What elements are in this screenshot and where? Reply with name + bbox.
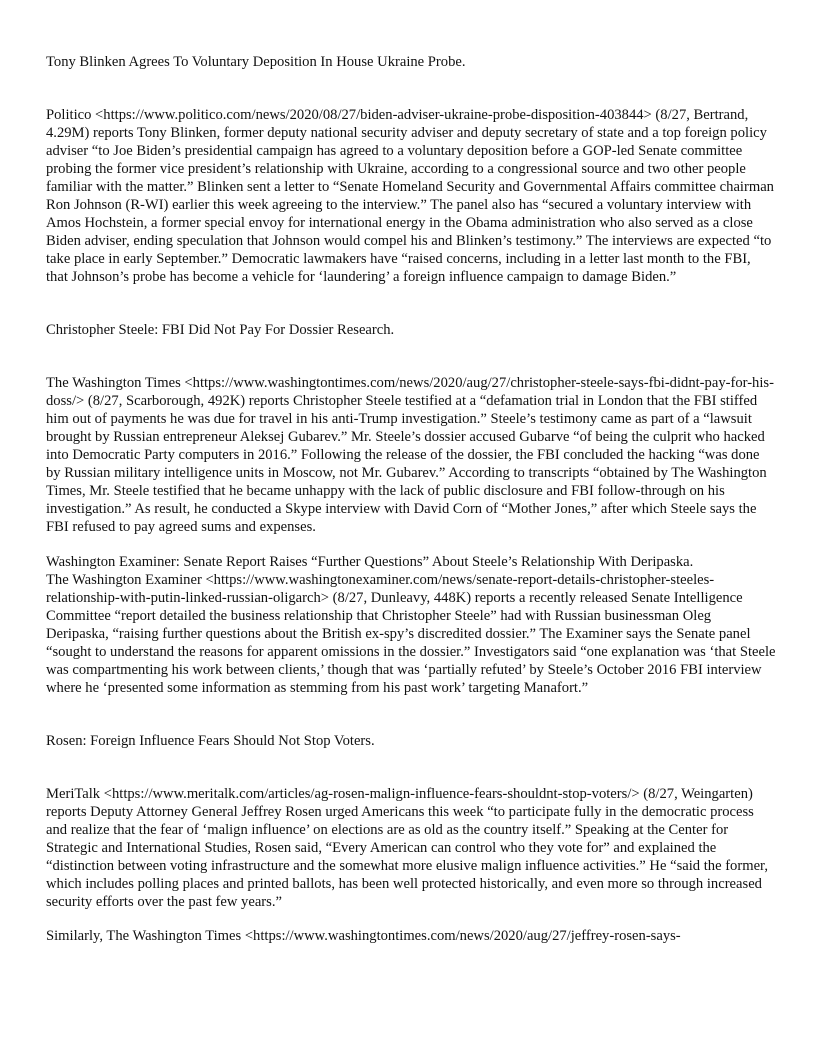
story-continuation-rosen: Similarly, The Washington Times <https://www.washingtontimes.com/news/2020/aug/27/jeffrey-rosen-says- [46, 928, 681, 944]
story-body-steele: The Washington Times <https://www.washingtontimes.com/news/2020/aug/27/christopher-steele-says-fbi-didnt-pay-for-his-doss/> (8/27, Scarborough, 492K) reports Christopher Steele testified at a “defamation trial in London that the FBI stiffed him out of payments he was due for travel in his anti-Trump investigation.” Steele’s testimony came as part of a “lawsuit brought by Russian entrepreneur Aleksej Gubarev.” Mr. Steele’s dossier accused Gubarve “of being the culprit who hacked into Democratic Party computers in 2016.” Following the release of the dossier, the FBI concluded the hacking “was done by Russian military intelligence units in Moscow, not Mr. Gubarev.” According to transcripts “obtained by The Washington Times, Mr. Steele testified that he became unhappy with the lack of public disclosure and FBI follow-through on his investigation.” As result, he conducted a Skype interview with David Corn of “Mother Jones,” after which Steele says the FBI refused to pay agreed sums and expenses. [46, 375, 774, 535]
story-headline-rosen: Rosen: Foreign Influence Fears Should Not Stop Voters. [46, 733, 375, 749]
story-body-blinken: Politico <https://www.politico.com/news/2020/08/27/biden-adviser-ukraine-probe-disposition-403844> (8/27, Bertrand, 4.29M) reports Tony Blinken, former deputy national security adviser and deputy secretary of state and a top foreign policy adviser “to Joe Biden’s presidential campaign has agreed to a voluntary deposition before a GOP-led Senate committee probing the former vice president’s relationship with Ukraine, according to a congressional source and two other people familiar with the matter.” Blinken sent a letter to “Senate Homeland Security and Governmental Affairs committee chairman Ron Johnson (R-WI) earlier this week agreeing to the interview.” The panel also has “secured a voluntary interview with Amos Hochstein, a former special envoy for international energy in the Obama administration who also served as a close Biden adviser, ending speculation that Johnson would compel his and Blinken’s testimony.” The interviews are expected “to take place in early September.” Democratic lawmakers have “raised concerns, including in a letter last month to the FBI, that Johnson’s probe has become a vehicle for ‘laundering’ a foreign influence campaign to damage Biden.” [46, 107, 774, 285]
document-page [46, 53, 776, 945]
story-headline-deripaska: Washington Examiner: Senate Report Raises “Further Questions” About Steele’s Relationship With Deripaska. [46, 554, 694, 570]
story-body-rosen: MeriTalk <https://www.meritalk.com/articles/ag-rosen-malign-influence-fears-shouldnt-stop-voters/> (8/27, Weingarten) reports Deputy Attorney General Jeffrey Rosen urged Americans this week “to participate fully in the democratic process and realize that the fear of ‘malign influence’ on elections are as old as the country itself.” Speaking at the Center for Strategic and International Studies, Rosen said, “Every American can control who they vote for” and explained the “distinction between voting infrastructure and the somewhat more elusive malign influence activities.” He “said the former, which includes polling places and printed ballots, has been well protected historically, and even more so through increased security efforts over the past few years.” [46, 786, 768, 910]
story-headline-blinken: Tony Blinken Agrees To Voluntary Deposition In House Ukraine Probe. [46, 54, 466, 70]
story-body-deripaska: The Washington Examiner <https://www.washingtonexaminer.com/news/senate-report-details-christopher-steeles-relationship-with-putin-linked-russian-oligarch> (8/27, Dunleavy, 448K) reports a recently released Senate Intelligence Committee “report detailed the business relationship that Christopher Steele” had with Russian businessman Oleg Deripaska, “raising further questions about the British ex-spy’s discredited dossier.” The Examiner says the Senate panel “sought to understand the reasons for apparent omissions in the dossier.” Investigators said “one explanation was ‘that Steele was compartmenting his work between clients,’ though that was ‘partially refuted’ by Steele’s October 2016 FBI interview where he ‘presented some information as stemming from his past work’ targeting Manafort.” [46, 572, 776, 696]
story-headline-steele: Christopher Steele: FBI Did Not Pay For Dossier Research. [46, 322, 395, 338]
